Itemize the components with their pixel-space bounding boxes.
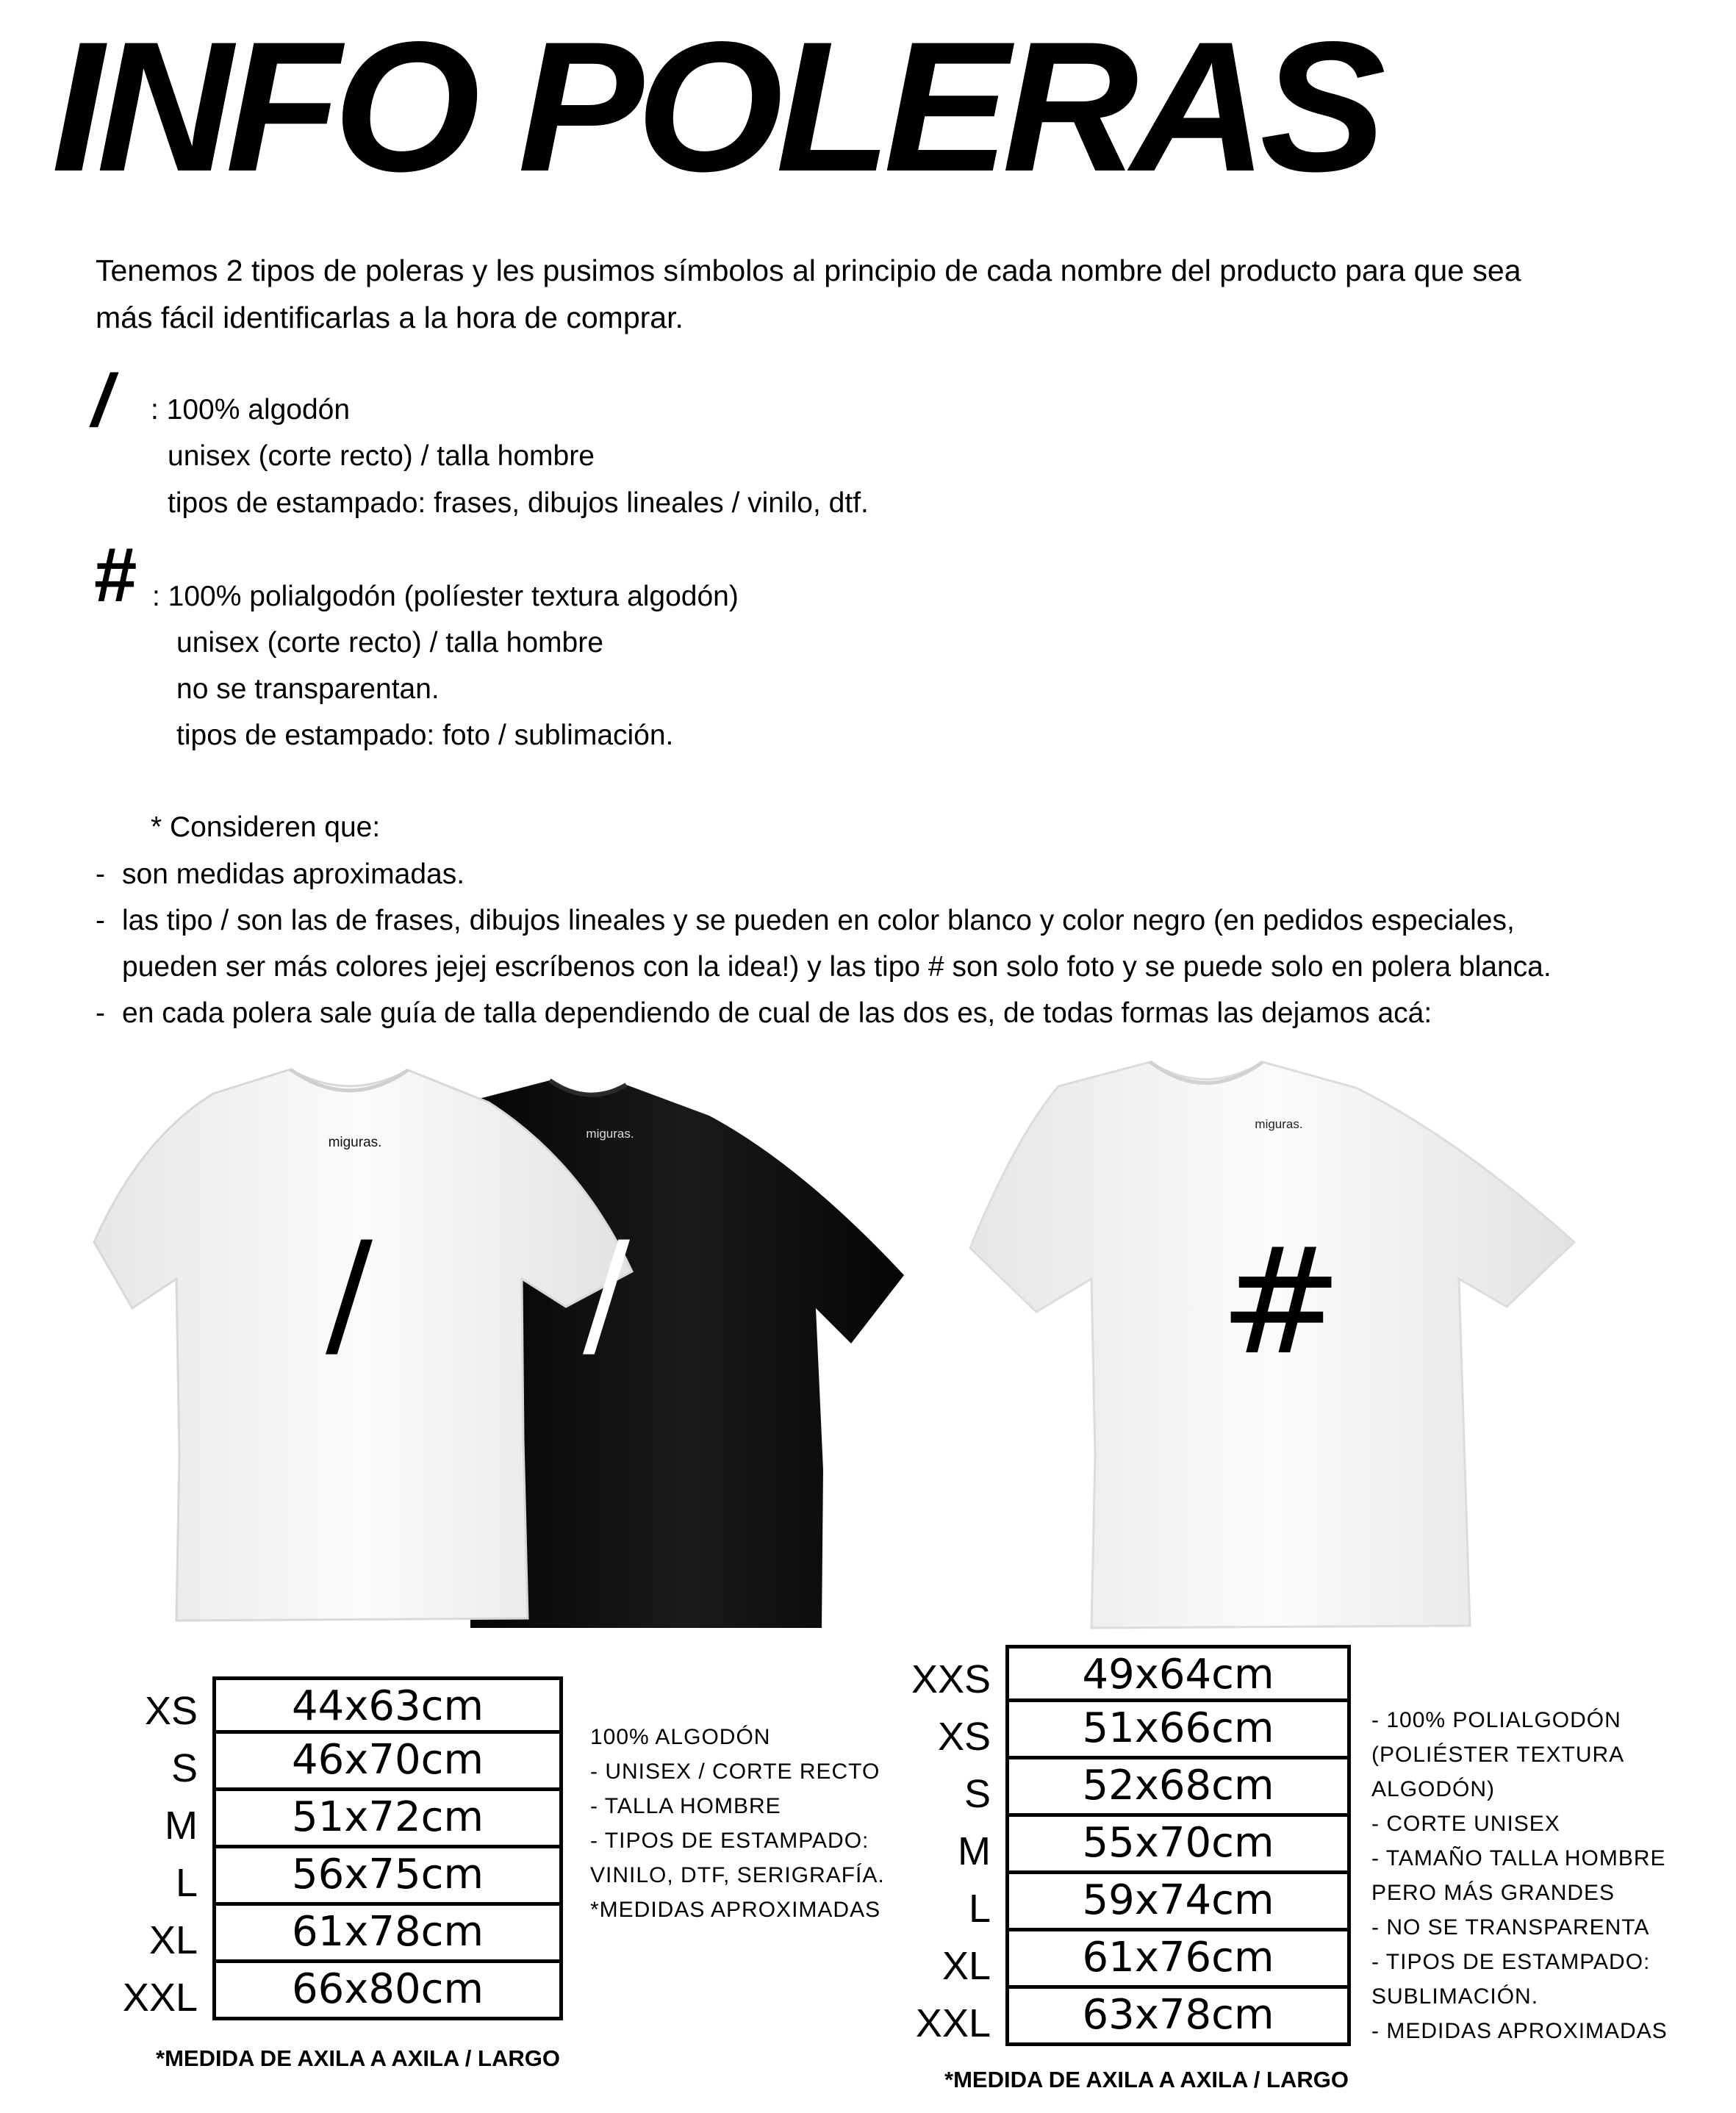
size-measure-cell: 52x68cm xyxy=(1005,1756,1351,1817)
slash-print-white: / xyxy=(325,1212,373,1374)
note-line: - UNISEX / CORTE RECTO xyxy=(590,1759,880,1784)
note-line: ALGODÓN) xyxy=(1371,1777,1496,1801)
size-measure-cell: 44x63cm xyxy=(212,1676,563,1734)
size-measure-cell: 63x78cm xyxy=(1005,1985,1351,2046)
hash-line-2: unisex (corte recto) / talla hombre xyxy=(176,627,603,659)
size-measure-cell: 59x74cm xyxy=(1005,1870,1351,1931)
slash-symbol: / xyxy=(92,359,112,442)
page-title: INFO POLERAS xyxy=(51,4,1379,210)
size-label: L xyxy=(175,1861,198,1905)
hash-line-1: : 100% polialgodón (políester textura algodón) xyxy=(152,581,739,612)
note-line: - 100% POLIALGODÓN xyxy=(1371,1708,1621,1732)
hash-symbol: # xyxy=(94,532,137,618)
slash-line-1: : 100% algodón xyxy=(151,394,351,426)
tshirt-illustrations xyxy=(0,1058,1736,1646)
size-measure-cell: 49x64cm xyxy=(1005,1645,1351,1702)
considerations-heading: * Consideren que: xyxy=(151,811,381,843)
size-measure-cell: 55x70cm xyxy=(1005,1813,1351,1874)
notes-slash xyxy=(590,1720,885,1927)
footnote-slash: *MEDIDA DE AXILA A AXILA / LARGO xyxy=(156,2045,560,2071)
intro-line-1: Tenemos 2 tipos de poleras y les pusimos símbolos al principio de cada nombre del producto para que sea xyxy=(96,254,1521,287)
size-label: XXL xyxy=(915,2001,991,2045)
note-line: (POLIÉSTER TEXTURA xyxy=(1371,1743,1625,1767)
size-label: S xyxy=(964,1772,991,1816)
size-measure-cell: 46x70cm xyxy=(212,1730,563,1791)
brand-label-black: miguras. xyxy=(586,1127,634,1141)
brand-label-hash: miguras. xyxy=(1255,1117,1303,1131)
size-measure-cell: 51x66cm xyxy=(1005,1698,1351,1759)
size-label: XXL xyxy=(122,1976,198,2020)
note-line: *MEDIDAS APROXIMADAS xyxy=(590,1898,881,1922)
size-measure-cell: 51x72cm xyxy=(212,1787,563,1848)
note-line: VINILO, DTF, SERIGRAFÍA. xyxy=(590,1863,885,1887)
size-label: XL xyxy=(941,1944,991,1988)
slash-print-black: / xyxy=(582,1212,631,1374)
hash-line-4: tipos de estampado: foto / sublimación. xyxy=(176,720,674,751)
size-label: L xyxy=(968,1887,991,1931)
slash-line-2: unisex (corte recto) / talla hombre xyxy=(168,440,595,472)
note-line: - TAMAÑO TALLA HOMBRE xyxy=(1371,1846,1666,1870)
size-label: XL xyxy=(148,1918,198,1962)
consideration-3: en cada polera sale guía de talla dependiendo de cual de las dos es, de todas formas las dejamos acá: xyxy=(122,997,1432,1029)
size-measure-cell: 61x76cm xyxy=(1005,1928,1351,1989)
slash-line-3: tipos de estampado: frases, dibujos lineales / vinilo, dtf. xyxy=(168,487,869,519)
note-line: - TALLA HOMBRE xyxy=(590,1794,781,1818)
size-label: XS xyxy=(937,1715,991,1759)
bullet-dash: - xyxy=(96,905,105,936)
size-measure-cell: 66x80cm xyxy=(212,1959,563,2020)
brand-label-white: miguras. xyxy=(328,1135,382,1150)
consideration-2-cont: pueden ser más colores jejej escríbenos con la idea!) y las tipo # son solo foto y se puede solo en polera blanca. xyxy=(122,951,1552,983)
note-line: PERO MÁS GRANDES xyxy=(1371,1881,1615,1905)
note-line: SUBLIMACIÓN. xyxy=(1371,1984,1539,2009)
size-label: S xyxy=(171,1746,198,1790)
consideration-1: son medidas aproximadas. xyxy=(122,858,465,890)
note-line: - TIPOS DE ESTAMPADO: xyxy=(1371,1950,1651,1974)
notes-hash xyxy=(1371,1703,1668,2048)
note-line: 100% ALGODÓN xyxy=(590,1725,771,1749)
size-label: XXS xyxy=(911,1657,991,1701)
size-measure-cell: 56x75cm xyxy=(212,1845,563,1906)
note-line: - MEDIDAS APROXIMADAS xyxy=(1371,2019,1668,2043)
footnote-hash: *MEDIDA DE AXILA A AXILA / LARGO xyxy=(944,2067,1349,2092)
note-line: - NO SE TRANSPARENTA xyxy=(1371,1915,1650,1940)
intro-line-2: más fácil identificarlas a la hora de comprar. xyxy=(96,301,684,334)
hash-print: # xyxy=(1219,1216,1343,1388)
size-measure-cell: 61x78cm xyxy=(212,1902,563,1963)
hash-line-3: no se transparentan. xyxy=(176,673,440,705)
note-line: - CORTE UNISEX xyxy=(1371,1812,1560,1836)
note-line: - TIPOS DE ESTAMPADO: xyxy=(590,1829,869,1853)
bullet-dash: - xyxy=(96,858,105,890)
consideration-2: las tipo / son las de frases, dibujos lineales y se pueden en color blanco y color negro (en pedidos especiales, xyxy=(122,905,1515,936)
bullet-dash: - xyxy=(96,997,105,1029)
size-label: M xyxy=(958,1829,991,1873)
size-label: M xyxy=(165,1804,198,1848)
size-label: XS xyxy=(144,1689,198,1733)
